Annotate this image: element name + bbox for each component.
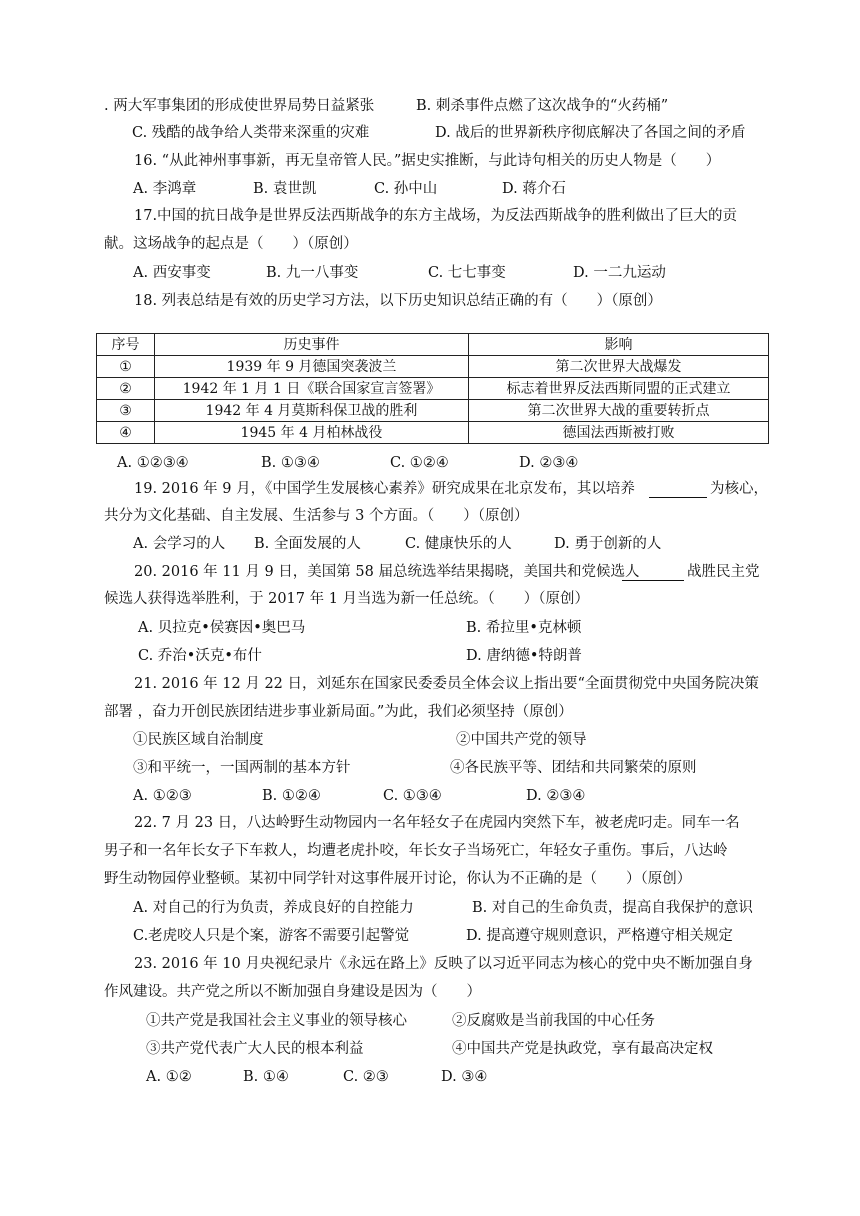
table-cell-index: ③	[97, 400, 155, 422]
q23-statement-3: ③共产党代表广大人民的根本利益	[146, 1041, 364, 1057]
q23-statement-4: ④中国共产党是执政党，享有最高决定权	[452, 1041, 713, 1057]
history-summary-table	[96, 333, 769, 444]
q23-option-b: B. ①④	[243, 1069, 289, 1085]
q16-options	[0, 179, 860, 199]
q18-option-b: B. ①③④	[261, 455, 320, 471]
q20-options-row1	[0, 618, 860, 638]
q16-option-c: C. 孙中山	[374, 181, 438, 197]
q23-stem-line2: 作风建设。共产党之所以不断加强自身建设是因为（ ）	[104, 984, 481, 1000]
q21-option-a: A. ①②③	[133, 788, 192, 804]
q20-option-a: A. 贝拉克•侯赛因•奥巴马	[138, 620, 306, 636]
q17-option-b: B. 九一八事变	[266, 265, 359, 281]
q19-options	[0, 534, 860, 554]
q21-options	[0, 786, 860, 806]
q21-stem-line1: 21. 2016 年 12 月 22 日，刘延东在国家民委委员全体会议上指出要“全面贯彻党中央国务院决策	[134, 676, 759, 692]
q21-option-b: B. ①②④	[262, 788, 321, 804]
q22-option-c: C.老虎咬人只是个案，游客不需要引起警觉	[133, 928, 410, 944]
table-cell-event: 1945 年 4 月柏林战役	[155, 422, 469, 444]
q20-stem-line2: 候选人获得选举胜利，于 2017 年 1 月当选为新一任总统。（ ）（原创）	[104, 591, 590, 607]
q20-option-d: D. 唐纳德•特朗普	[466, 648, 582, 664]
table-cell-index: ②	[97, 378, 155, 400]
q20-stem-line1: 20. 2016 年 11 月 9 日，美国第 58 届总统选举结果揭晓，美国共和党候选人 战胜民主党	[0, 562, 860, 582]
q18-option-a: A. ①②③④	[117, 455, 189, 471]
table-cell-impact: 第二次世界大战的重要转折点	[469, 400, 769, 422]
q21-option-c: C. ①③④	[383, 788, 442, 804]
q22-stem-line2: 男子和一名年长女子下车救人，均遭老虎扑咬，年长女子当场死亡，年轻女子重伤。事后，八达岭	[104, 843, 728, 859]
q19-option-c: C. 健康快乐的人	[405, 536, 512, 552]
q22-option-d: D. 提高遵守规则意识，严格遵守相关规定	[466, 928, 733, 944]
q16-stem: 16. “从此神州事事新，再无皇帝管人民。”据史实推断，与此诗句相关的历史人物是（ ）	[134, 153, 721, 169]
q23-statement-1: ①共产党是我国社会主义事业的领导核心	[146, 1013, 407, 1029]
table-cell-index: ④	[97, 422, 155, 444]
q15-option-c: C. 残酷的战争给人类带来深重的灾难	[132, 125, 370, 141]
q15-option-b: B. 刺杀事件点燃了这次战争的“火药桶”	[416, 98, 669, 114]
q17-options	[0, 263, 860, 283]
q19-stem-line2: 共分为文化基础、自主发展、生活参与 3 个方面。（ ）（原创）	[104, 508, 529, 524]
q21-statement-1: ①民族区域自治制度	[133, 732, 264, 748]
table-cell-event: 1939 年 9 月德国突袭波兰	[155, 356, 469, 378]
q22-option-b: B. 对自己的生命负责，提高自我保护的意识	[472, 900, 753, 916]
table-row	[97, 400, 769, 422]
q18-options	[0, 453, 860, 473]
q19-blank	[649, 477, 707, 498]
q15-option-a: . 两大军事集团的形成使世界局势日益紧张	[104, 98, 375, 114]
q21-option-d: D. ②③④	[526, 788, 586, 804]
q22-options-row1	[0, 898, 860, 918]
q16-option-d: D. 蒋介石	[502, 181, 566, 197]
q17-stem-line2: 献。这场战争的起点是（ ）（原创）	[104, 236, 358, 252]
table-cell-index: ①	[97, 356, 155, 378]
q17-stem-line1: 17.中国的抗日战争是世界反法西斯战争的东方主战场，为反法西斯战争的胜利做出了巨大的贡	[134, 208, 738, 224]
q19-option-d: D. 勇于创新的人	[554, 536, 662, 552]
q23-statement-2: ②反腐败是当前我国的中心任务	[452, 1013, 655, 1029]
q16-option-b: B. 袁世凯	[253, 181, 317, 197]
table-cell-event: 1942 年 4 月莫斯科保卫战的胜利	[155, 400, 469, 422]
table-header-row	[97, 334, 769, 356]
table-row	[97, 378, 769, 400]
q22-stem-line1: 22. 7 月 23 日，八达岭野生动物园内一名年轻女子在虎园内突然下车，被老虎叼走。同车一名	[134, 815, 740, 831]
q20-options-row2	[0, 646, 860, 666]
q21-statement-4: ④各民族平等、团结和共同繁荣的原则	[450, 760, 697, 776]
q22-stem-line3: 野生动物园停业整顿。某初中同学针对这事件展开讨论，你认为不正确的是（ ）（原创）	[104, 871, 692, 887]
table-header-cell: 影响	[469, 334, 769, 356]
q22-option-a: A. 对自己的行为负责，养成良好的自控能力	[133, 900, 414, 916]
table-header-cell: 历史事件	[155, 334, 469, 356]
q18-stem: 18. 列表总结是有效的历史学习方法，以下历史知识总结正确的有（ ）（原创）	[134, 293, 662, 309]
q23-statements-row1	[0, 1011, 860, 1031]
q20-option-c: C. 乔治•沃克•布什	[138, 648, 262, 664]
q18-option-d: D. ②③④	[519, 455, 579, 471]
table-cell-impact: 标志着世界反法西斯同盟的正式建立	[469, 378, 769, 400]
q23-statements-row2	[0, 1039, 860, 1059]
q23-stem-line1: 23. 2016 年 10 月央视纪录片《永远在路上》反映了以习近平同志为核心的党中央不断加强自身	[134, 956, 753, 972]
table-cell-event: 1942 年 1 月 1 日《联合国家宣言签署》	[155, 378, 469, 400]
table-cell-impact: 第二次世界大战爆发	[469, 356, 769, 378]
q20-option-b: B. 希拉里•克林顿	[466, 620, 582, 636]
q20-blank	[622, 560, 684, 581]
q21-stem-line2: 部署 ，奋力开创民族团结进步事业新局面。”为此，我们必须坚持（原创）	[104, 704, 573, 720]
q18-option-c: C. ①②④	[390, 455, 449, 471]
q15-option-d: D. 战后的世界新秩序彻底解决了各国之间的矛盾	[435, 125, 746, 141]
q16-option-a: A. 李鸿章	[133, 181, 197, 197]
table-cell-impact: 德国法西斯被打败	[469, 422, 769, 444]
q17-option-c: C. 七七事变	[428, 265, 506, 281]
q15-options-row2	[0, 123, 860, 143]
q19-option-b: B. 全面发展的人	[254, 536, 361, 552]
q21-statements-row1	[0, 730, 860, 750]
q23-option-a: A. ①②	[146, 1069, 192, 1085]
q19-stem-line1: 19. 2016 年 9 月，《中国学生发展核心素养》研究成果在北京发布，其以培养 为核心，	[0, 479, 860, 499]
table-row	[97, 422, 769, 444]
table-row	[97, 356, 769, 378]
q23-option-c: C. ②③	[343, 1069, 389, 1085]
q17-option-a: A. 西安事变	[133, 265, 211, 281]
q21-statement-3: ③和平统一，一国两制的基本方针	[133, 760, 351, 776]
q22-options-row2	[0, 926, 860, 946]
q21-statement-2: ②中国共产党的领导	[456, 732, 587, 748]
q23-option-d: D. ③④	[441, 1069, 488, 1085]
q21-statements-row2	[0, 758, 860, 778]
q17-option-d: D. 一二九运动	[573, 265, 666, 281]
q15-options-row1	[0, 96, 860, 116]
table-header-cell: 序号	[97, 334, 155, 356]
q19-option-a: A. 会学习的人	[133, 536, 226, 552]
q23-options	[0, 1067, 860, 1087]
